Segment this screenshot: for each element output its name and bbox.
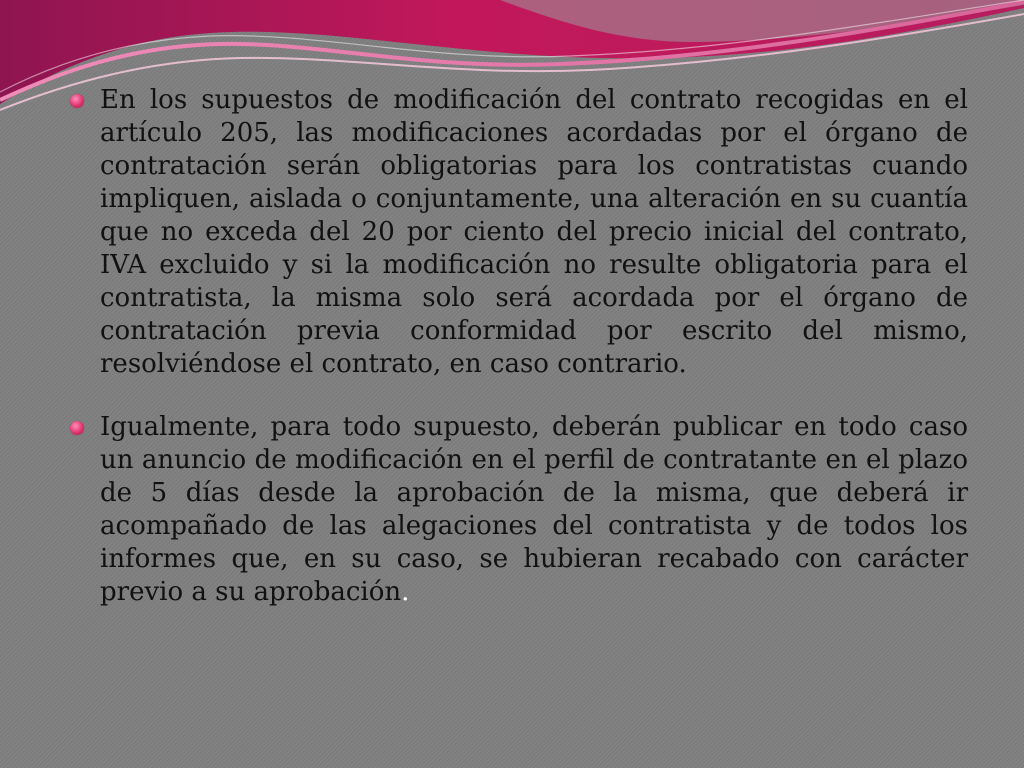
bullet-text-body: Igualmente, para todo supuesto, deberán publicar en todo caso un anuncio de modificación en el perfil de contratante en el plazo de 5 días desde la aprobación de la misma, que deberá ir acompañado de las alegaciones del contratista y de todos los informes que, en su caso, se hubieran recabado con carácter previo a su aprobación xyxy=(100,412,968,607)
bullet-item-1 xyxy=(70,84,968,381)
bullet-dot-icon xyxy=(70,94,84,108)
bullet-dot-icon xyxy=(70,421,84,435)
bullet-text xyxy=(100,411,968,609)
bullet-text-trailing-period: . xyxy=(401,577,410,607)
slide-content xyxy=(70,84,968,639)
bullet-text: En los supuestos de modificación del contrato recogidas en el artículo 205, las modificaciones acordadas por el órgano de contratación serán obligatorias para los contratistas cuando impliquen, aislada o conjuntamente, una alteración en su cuantía que no exceda del 20 por ciento del precio inicial del contrato, IVA excluido y si la modificación no resulte obligatoria para el contratista, la misma solo será acordada por el órgano de contratación previa conformidad por escrito del mismo, resolviéndose el contrato, en caso contrario. xyxy=(100,85,968,379)
bullet-item-2 xyxy=(70,411,968,609)
